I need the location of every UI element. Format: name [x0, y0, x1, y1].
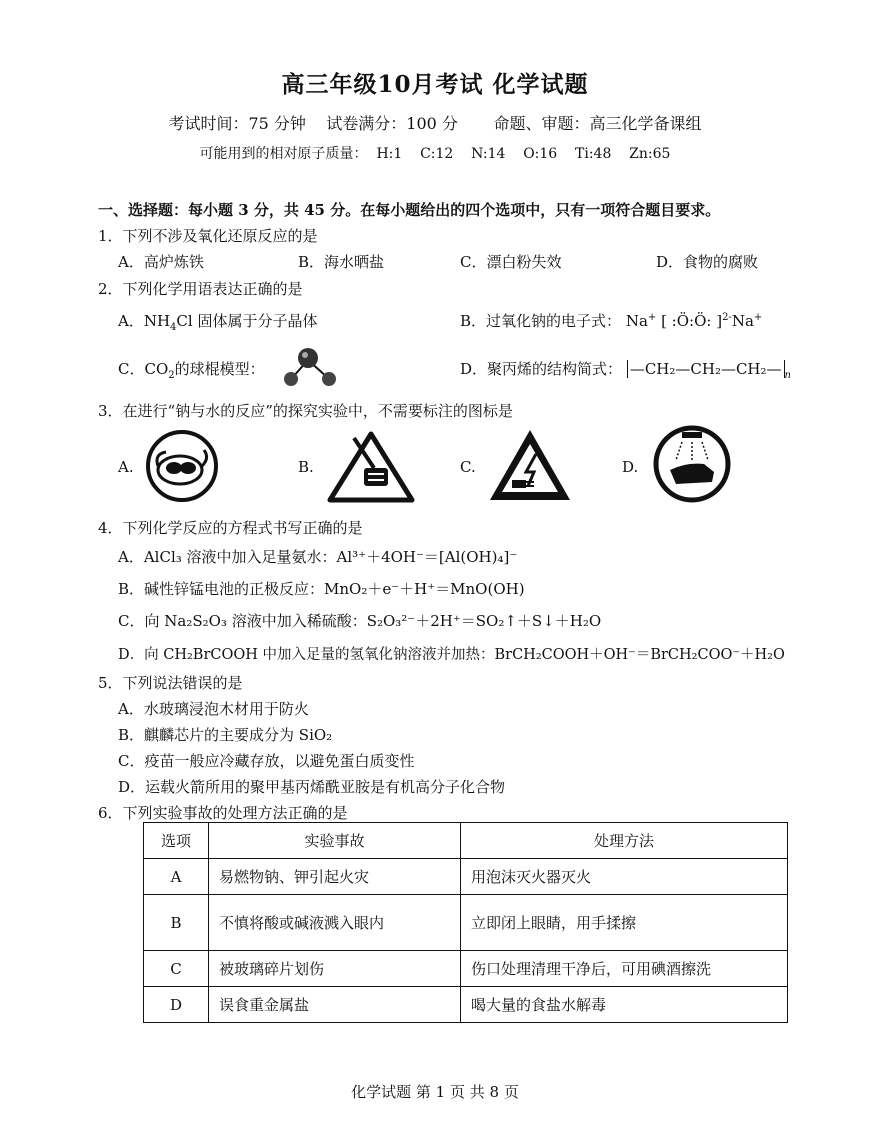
- q2-a-sub: 4: [170, 322, 177, 333]
- q2-c-post: 的球棍模型：: [174, 360, 265, 378]
- q1-option-c: C．漂白粉失效: [460, 253, 562, 271]
- row-method: 用泡沫灭火器灭火: [461, 859, 788, 895]
- q3-option-d: D.: [622, 458, 639, 476]
- q2-option-c: [118, 358, 265, 379]
- exam-info: 考试时间：75 分钟 试卷满分：100 分 命题、审题：高三化学备课组: [168, 114, 702, 133]
- row-event: 被玻璃碎片划伤: [209, 951, 461, 987]
- table-row: [144, 859, 788, 895]
- q1-option-a: A．高炉炼铁: [118, 253, 204, 271]
- q5-option-d: D．运载火箭所用的聚甲基丙烯酰亚胺是有机高分子化合物: [118, 778, 506, 796]
- q2-a-post: Cl 固体属于分子晶体: [176, 312, 318, 330]
- row-method: 立即闭上眼睛，用手揉擦: [461, 895, 788, 951]
- question-2-stem: 2．下列化学用语表达正确的是: [98, 280, 303, 298]
- q2-option-a: [118, 310, 317, 331]
- q3-option-b: B.: [298, 458, 314, 476]
- q5-option-c: C．疫苗一般应冷藏存放，以避免蛋白质变性: [118, 752, 415, 770]
- q2-b-plus2: +: [753, 312, 763, 323]
- q5-option-a: A．水玻璃浸泡木材用于防火: [118, 700, 309, 718]
- header-option: 选项: [144, 823, 209, 859]
- row-method: 喝大量的食盐水解毒: [461, 987, 788, 1023]
- q2-b-charge: 2-: [722, 312, 732, 323]
- question-1-stem: 1．下列不涉及氧化还原反应的是: [98, 227, 318, 245]
- table-row: [144, 987, 788, 1023]
- q1-option-b: B．海水晒盐: [298, 253, 385, 271]
- q4-option-d: D．向 CH₂BrCOOH 中加入足量的氢氧化钠溶液并加热：BrCH₂COOH＋OH⁻＝BrCH₂COO⁻＋H₂O: [118, 647, 785, 663]
- sharp-object-icon: [326, 428, 416, 504]
- row-option: C: [144, 951, 209, 987]
- row-event: 易燃物钠、钾引起火灾: [209, 859, 461, 895]
- q4-option-a: A．AlCl₃ 溶液中加入足量氨水：Al³⁺＋4OH⁻＝[Al(OH)₄]⁻: [118, 548, 518, 566]
- header-method: 处理方法: [461, 823, 788, 859]
- row-option: A: [144, 859, 209, 895]
- q2-c-sub: 2: [168, 370, 175, 381]
- co2-ball-stick-model: [272, 344, 344, 388]
- q2-b-na2: Na: [731, 312, 754, 330]
- page-footer: 化学试题 第 1 页 共 8 页: [351, 1083, 519, 1101]
- q2-a-pre: A．NH: [118, 312, 171, 330]
- q4-option-c: C．向 Na₂S₂O₃ 溶液中加入稀硫酸：S₂O₃²⁻＋2H⁺＝SO₂↑＋S↓＋H₂O: [118, 612, 602, 630]
- row-event: 不慎将酸或碱液溅入眼内: [209, 895, 461, 951]
- header-event: 实验事故: [209, 823, 461, 859]
- q5-option-b: B．麒麟芯片的主要成分为 SiO₂: [118, 726, 333, 744]
- row-option: B: [144, 895, 209, 951]
- accident-table: [143, 822, 788, 1023]
- q2-c-pre: C．CO: [118, 360, 169, 378]
- table-header-row: [144, 823, 788, 859]
- row-event: 误食重金属盐: [209, 987, 461, 1023]
- question-6-stem: 6．下列实验事故的处理方法正确的是: [98, 804, 348, 822]
- question-4-stem: 4．下列化学反应的方程式书写正确的是: [98, 519, 363, 537]
- q2-option-d: [460, 358, 791, 379]
- q3-option-c: C.: [460, 458, 476, 476]
- section-heading: 一、选择题：每小题 3 分，共 45 分。在每小题给出的四个选项中，只有一项符合题目要求。: [98, 201, 721, 219]
- atomic-masses: 可能用到的相对原子质量： H:1 C:12 N:14 O:16 Ti:48 Zn:65: [199, 146, 671, 162]
- q1-option-d: D．食物的腐败: [656, 253, 759, 271]
- q2-d-formula: —CH₂—CH₂—CH₂—: [627, 360, 785, 378]
- q2-b-formula: [ :Ö:Ö: ]: [661, 312, 723, 330]
- q4-option-b: B．碱性锌锰电池的正极反应：MnO₂＋e⁻＋H⁺＝MnO(OH): [118, 580, 525, 598]
- q2-b-na: Na: [625, 312, 648, 330]
- row-option: D: [144, 987, 209, 1023]
- question-3-stem: 3．在进行“钠与水的反应”的探究实验中，不需要标注的图标是: [98, 402, 513, 420]
- goggles-icon: [144, 428, 220, 504]
- row-method: 伤口处理清理干净后，可用碘酒擦洗: [461, 951, 788, 987]
- q2-b-plus: +: [647, 312, 657, 323]
- q2-d-n: n: [784, 370, 791, 381]
- q2-option-b: [460, 310, 762, 331]
- page-title: 高三年级10月考试 化学试题: [281, 71, 589, 98]
- q2-b-pre: B．过氧化钠的电子式：: [460, 312, 622, 330]
- q2-d-pre: D．聚丙烯的结构简式：: [460, 360, 623, 378]
- q3-option-a: A.: [118, 458, 134, 476]
- table-row: [144, 951, 788, 987]
- electricity-warning-icon: [488, 428, 572, 502]
- table-row: [144, 895, 788, 951]
- wash-hands-icon: [652, 424, 732, 504]
- question-5-stem: 5．下列说法错误的是: [98, 674, 243, 692]
